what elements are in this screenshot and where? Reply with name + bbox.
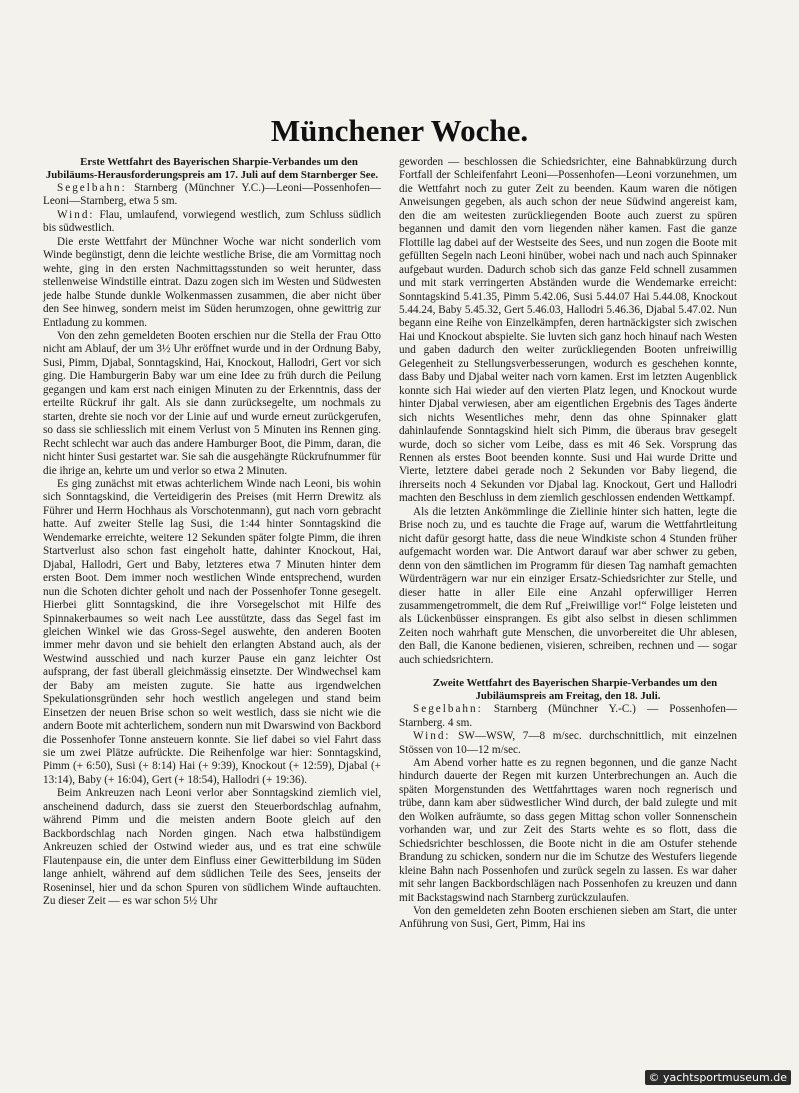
page-title: Münchener Woche. [270,113,529,148]
course-paragraph [43,182,381,209]
section-heading-first-race: Erste Wettfahrt des Bayerischen Sharpie-Verbandes um den Jubiläums-Herausforderungspreis am 17. Juli auf dem Starnberger See. [45,156,379,181]
course-label: Segelbahn: [57,182,127,194]
paragraph: Von den gemeldeten zehn Booten erschienen sieben am Start, die unter Anführung von Susi, Gert, Pimm, Hai ins [399,905,737,931]
wind-paragraph [399,730,737,757]
paragraph: Von den zehn gemeldeten Booten erschien nur die Stella der Frau Otto nicht am Ablauf, der um 3½ Uhr eröffnet wurde und in der Ordnung Baby, Susi, Pimm, Djabal, Sonntagskind, Hai, Knockout, Hallodri, Gert vor sich ging. Die Hamburgerin Baby war um eine Idee zu früh durch die Peilung gegangen und kam erst nach einigen Minuten zu der Erkenntnis, dass der erteilte Rückruf ihr galt. Als sie dann zurücksegelte, um nochmals zu starten, drehte sie noch vor der Linie auf und wurde erneut zurückgerufen, so dass sie schliesslich mit einem Verlust von 5 Minuten ins Rennen ging. Recht schlecht war auch das andere Hamburger Boot, die Pimm, daran, die nicht hinter Susi gestartet war. Sie sah die ausgehängte Rückrufnummer für die ihrige an, kehrte um und verlor so etwa 2 Minuten. [43,329,381,477]
paragraph: Es ging zunächst mit etwas achterlichem Winde nach Leoni, bis wohin sich Sonntagskind, die Verteidigerin des Preises (mit Herrn Drewitz als Führer und Herrn Hochhaus als Vorschotenmann), gut nach vorn gebracht hatte. Auf zweiter Stelle lag Susi, die 1:44 hinter Sonntagskind die Wendemarke erreichte, weitere 12 Sekunden später folgte Pimm, die ihren Startverlust also schon fast eingeholt hatte, dahinter Knockout, Hai, Djabal, Hallodri, Gert und Baby, letzteres etwa 7 Minuten hinter dem ersten Boot. Dem immer noch westlichen Winde entsprechend, wurden nun die Schoten dichter geholt und nach der Possenhofer Tonne gesegelt. Hierbei glitt Sonntagskind, die ihre Vorsegelschot mit Hilfe des Spinnakerbaumes so weit nach Lee ausstützte, dass das Segel fast im gleichen Winkel wie das Gross-Segel auswehte, den anderen Booten immer mehr davon und sie behielt den erlangten Abstand auch, als der Westwind ausschied und nach kurzer Pause ein ganz leichter Ost aufsprang, der fast überall gleichmässig einsetzte. Der Windwechsel kam der Baby am meisten zugute. Sie hatte aus irgendwelchen Spekulationsgründen sehr hoch westlich angelegen und stand beim Einsetzen der neuen Brise schon so weit westlich, dass sie nicht wie die andern Boote mit achterlichem, sondern nun mit Dwarswind von Backbord die Possenhofer Tonne ansteuern konnte. Sie lief dabei so viel Fahrt dass sie um zwei Plätze aufrückte. Die Reihenfolge war hier: Sonntagskind, Pimm (+ 6:50), Susi (+ 8:14) Hai (+ 9:39), Knockout (+ 12:59), Djabal (+ 13:14), Baby (+ 16:04), Gert (+ 18:54), Hallodri (+ 19:36). [43,477,381,786]
course-label: Segelbahn: [413,703,483,716]
wind-label: Wind: [413,730,451,743]
wind-text: SW—WSW, 7—8 m/sec. durchschnittlich, mit einzelnen Stössen von 10—12 m/sec. [399,730,738,756]
wind-text: Flau, umlaufend, vorwiegend westlich, zum Schluss südlich bis südwestlich. [43,208,381,235]
section-heading-second-race: Zweite Wettfahrt des Bayerischen Sharpie-Verbandes um den Jubiläumspreis am Freitag, den 18. Juli. [432,677,718,703]
course-text: Starnberg (Münchner Y.-C.) — Possenhofen—Starnberg. 4 sm. [399,703,737,729]
paragraph: Die erste Wettfahrt der Münchner Woche war nicht sonderlich vom Winde begünstigt, denn die leichte westliche Brise, die am Vormittag noch wehte, ging in den ersten Nachmittagsstunden so weit herunter, dass stellenweise Windstille eintrat. Dazu zogen sich im Westen und Südwesten jede halbe Stunde dunkle Wolkenmassen zusammen, die aber nicht über den See hinweg, sondern meist im Süden herumzogen, ohne gewittrig zur Entladung zu kommen. [43,235,381,329]
left-column [43,156,381,908]
paragraph: Beim Ankreuzen nach Leoni verlor aber Sonntagskind ziemlich viel, anscheinend dadurch, dass sie zuerst den Steuerbordschlag aufnahm, während Pimm und die meisten andern Boote gleich auf den Backbordschlag nach Norden gingen. Nach etwa halbstündigem Ankreuzen schied der Ostwind wieder aus, und es trat eine schwüle Flautenpause ein, die unter dem Einfluss einer Gewitterbildung im Süden lange anhielt, während auf dem südlichen Teile des Sees, jenseits der Roseninsel, hier und da schon Spuren von südlichem Winde auftauchten. Zu dieser Zeit — es war schon 5½ Uhr [43,787,381,908]
right-column [399,156,737,932]
course-text: Starnberg (Münchner Y.C.)—Leoni—Possenhofen—Leoni—Starnberg, etwa 5 sm. [43,182,381,208]
section-gap [399,667,737,677]
wind-label: Wind: [57,208,95,221]
course-paragraph [399,703,737,730]
paragraph: Am Abend vorher hatte es zu regnen begonnen, und die ganze Nacht hindurch dauerte der Regen mit kurzen Unterbrechungen an. Auch die späten Morgenstunden des Wettfahrttages waren noch regnerisch und trübe, dann kam aber südwestlicher Wind durch, der bald zulegte und mit den Wolken aufräumte, so dass gegen Mittag schon voller Sonnenschein vorhanden war, und zur Zeit des Starts wehte es so flott, dass die Schiedsrichter beschlossen, die Boote nicht in die am Ostufer stehende Brandung zu schicken, sondern nur die im Schutze des Westufers liegende kleine Bahn nach Possenhofen und zurück segeln zu lassen. Es war daher mit sehr langen Backbordschlägen nach Possenhofen zu kreuzen und dann mit Backstagswind nach Starnberg zurückzulaufen. [399,757,737,904]
paragraph: geworden — beschlossen die Schiedsrichter, eine Bahnabkürzung durch Fortfall der Schleifenfahrt Leoni—Possenhofen—Leoni vorzunehmen, um die Wettfahrt noch zu guter Zeit zu beenden. Kaum waren die nötigen Anweisungen gegeben, als auch schon der neue Südwind angereist kam, den die am weitesten zurückliegenden Boote auch zuerst zu spüren begannen und damit den vorn liegenden näher kamen. Fast die ganze Flottille lag dabei auf der Westseite des Sees, und nun zogen die Boote mit gefüllten Segeln nach Leoni hinüber, wobei nach und nach auch Spinnaker aufgebaut wurden. Dadurch schob sich das ganze Feld schnell zusammen und mit stark verringerten Abständen wurde die Wendemarke erreicht: Sonntagskind 5.41.35, Pimm 5.42.06, Susi 5.44.07 Hai 5.44.08, Knockout 5.44.24, Baby 5.45.32, Gert 5.46.03, Hallodri 5.46.36, Djabal 5.47.02. Nun begann eine Reihe von Einzelkämpfen, deren hartnäckigster sich zwischen Hai und Knockout abspielte. Sie luvten sich ganz hoch hinauf nach Westen und gaben dadurch den weiter zurückliegenden Booten unfreiwillig Gelegenheit zu Stellungsverbesserungen, wodurch es geschehen konnte, dass Baby und Djabal weiter nach vorn kamen. Erst im letzten Augenblick konnte sich Hai wieder auf den vierten Platz legen, und Knockout wurde hinter Djabal verwiesen, aber am eigentlichen Ergebnis des Tages änderte sich nichts Wesentliches mehr, denn das ohne Spinnaker glatt dahinlaufende Sonntagskind hielt sich Pimm, die überaus brav gesegelt wurde, doch so sicher vom Leibe, dass es mit 46 Sek. Vorsprung das Rennen als erstes Boot beenden konnte. Susi und Hai wurde Dritte und Vierte, letztere dabei gerade noch 2 Sekunden vor Baby liegend, die ihrerseits noch 4 Sekunden vor Djabal lag. Knockout, Gert und Hallodri machten den Beschluss in dem ziemlich geschlossen endenden Wettkampf. [399,156,737,505]
wind-paragraph [43,209,381,236]
watermark: © yachtsportmuseum.de [645,1070,791,1085]
paragraph: Als die letzten Ankömmlinge die Ziellinie hinter sich hatten, legte die Brise noch zu, und es tauchte die Frage auf, warum die Wettfahrtleitung nicht dafür gesorgt hatte, dass die neue Windkiste schon 4 Stunden früher aufgemacht worden war. Die Antwort darauf war aber schwer zu geben, denn von den sämtlichen im Programm für diesen Tag namhaft gemachten Würdenträgern war nur ein einziger Ersatz-Schiedsrichter zur Stelle, und dieser hatte in aller Eile eine Anzahl opferwilliger Herren zusammengetrommelt, die dem Ruf „Freiwillige vor!“ Folge leisteten und als Lückenbüsser einsprangen. Es gibt also selbst in diesen schlimmen Zeiten noch wahrhaft gute Menschen, die unvorbereitet die Uhr ablesen, den Ball, die Kanone bedienen, visieren, schreiben, rechnen und — sogar auch schiedsrichtern. [399,505,737,666]
